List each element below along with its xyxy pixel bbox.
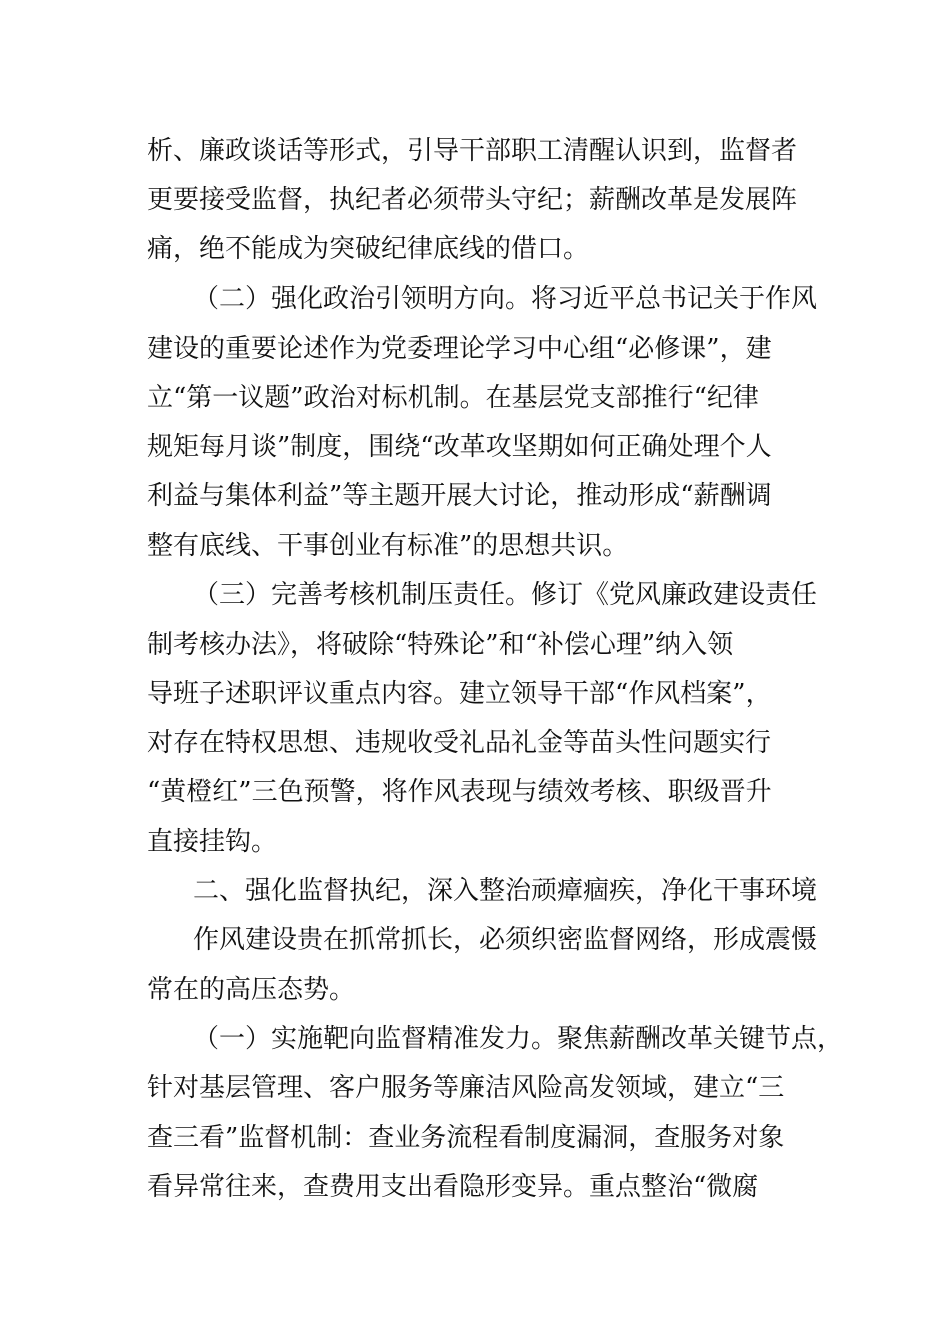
text-line: 整有底线、干事创业有标准”的思想共识。: [147, 531, 629, 561]
text-line: 直接挂钩。: [147, 827, 278, 857]
text-line: 立“第一议题”政治对标机制。在基层党支部推行“纪律: [147, 383, 759, 413]
text-line: 针对基层管理、客户服务等廉洁风险高发领域，建立“三: [147, 1073, 785, 1103]
text-line: 看异常往来，查费用支出看隐形变异。重点整治“微腐: [147, 1172, 759, 1202]
text-line: 常在的高压态势。: [147, 975, 356, 1005]
text-line: 对存在特权思想、违规收受礼品礼金等苗头性问题实行: [147, 728, 772, 758]
text-line: 规矩每月谈”制度，围绕“改革攻坚期如何正确处理个人: [147, 432, 772, 462]
text-line: 痛，绝不能成为突破纪律底线的借口。: [147, 234, 590, 264]
text-line: 制考核办法》，将破除“特殊论”和“补偿心理”纳入领: [147, 630, 734, 660]
text-line: “黄橙红”三色预警，将作风表现与绩效考核、职级晋升: [147, 777, 772, 807]
paragraph-first-line: 作风建设贵在抓常抓长，必须织密监督网络，形成震慑: [193, 925, 818, 955]
paragraph-first-line: （二）强化政治引领明方向。将习近平总书记关于作风: [193, 284, 818, 314]
text-line: 利益与集体利益”等主题开展大讨论，推动形成“薪酬调: [147, 481, 772, 511]
text-line: 更要接受监督，执纪者必须带头守纪；薪酬改革是发展阵: [147, 185, 798, 215]
paragraph-first-line: （一）实施靶向监督精准发力。聚焦薪酬改革关键节点，: [193, 1024, 844, 1054]
text-line: 导班子述职评议重点内容。建立领导干部“作风档案”，: [147, 679, 772, 709]
text-line: 查三看”监督机制：查业务流程看制度漏洞，查服务对象: [147, 1123, 785, 1153]
text-line: 析、廉政谈话等形式，引导干部职工清醒认识到，监督者: [147, 136, 798, 166]
text-line: 建设的重要论述作为党委理论学习中心组“必修课”，建: [147, 334, 772, 364]
section-heading: 二、强化监督执纪，深入整治顽瘴痼疾，净化干事环境: [193, 876, 818, 906]
paragraph-first-line: （三）完善考核机制压责任。修订《党风廉政建设责任: [193, 580, 818, 610]
